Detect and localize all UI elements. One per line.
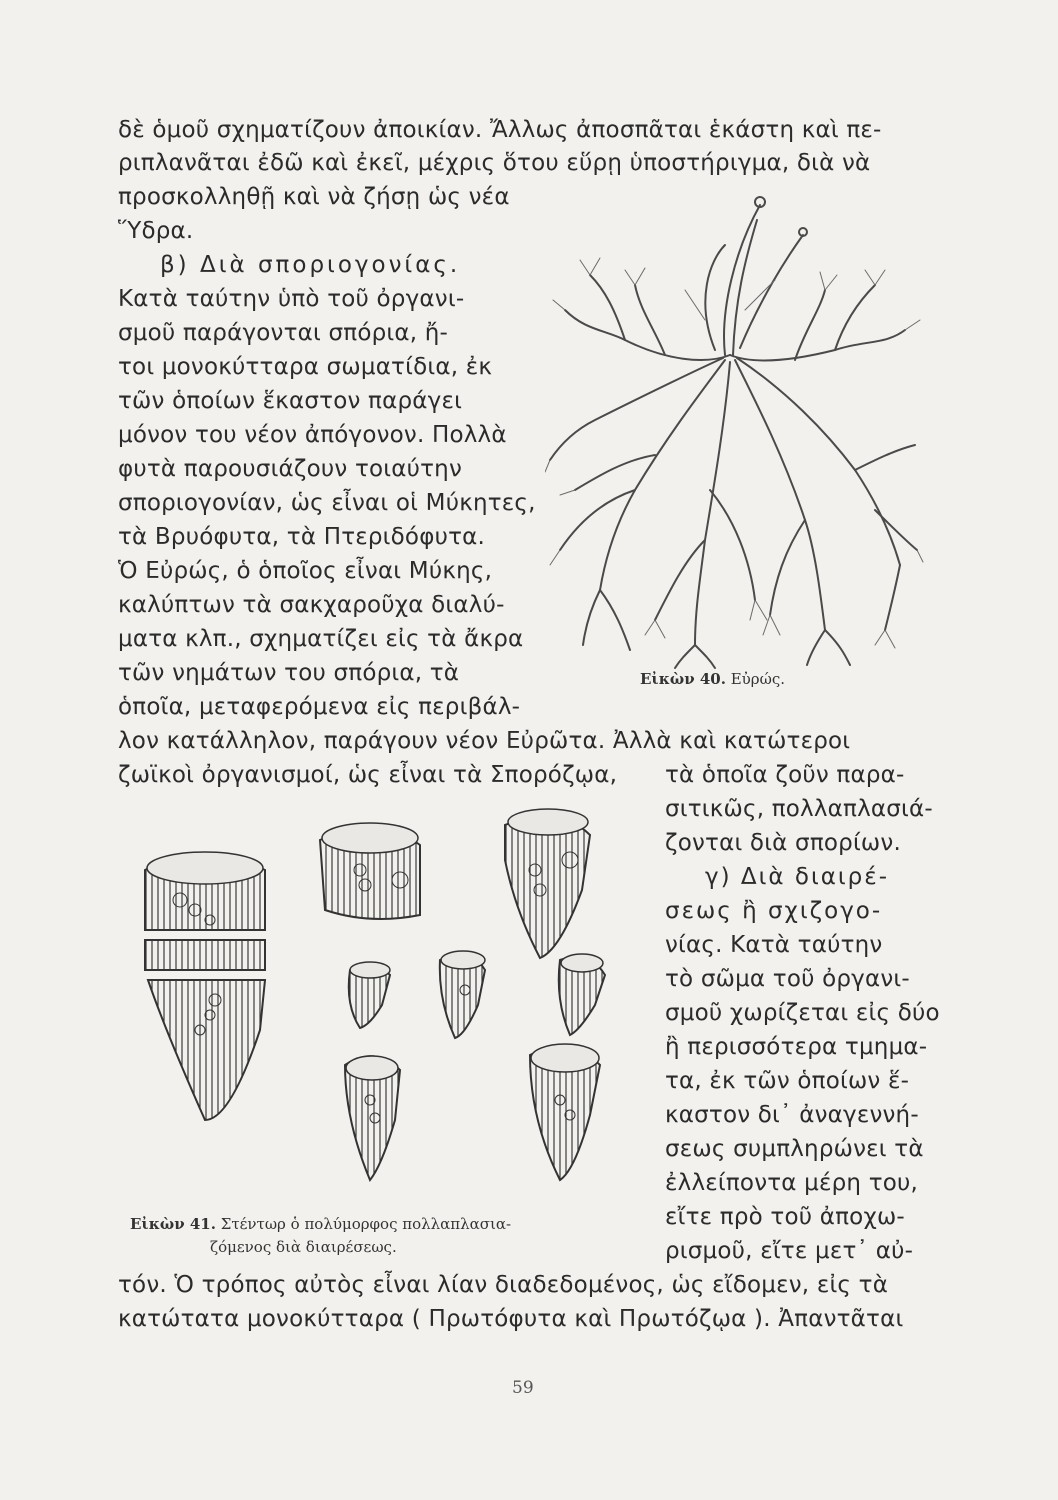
text-line: Ὕδρα. — [118, 218, 194, 244]
text-line: ριπλανᾶται ἐδῶ καὶ ἐκεῖ, μέχρις ὅτου εὕρῃ ὑποστήριγμα, διὰ νὰ — [118, 150, 871, 176]
text-line: ἐλλείποντα μέρη του, — [665, 1170, 919, 1196]
text-line: τα, ἐκ τῶν ὁποίων ἕ- — [665, 1068, 910, 1094]
figure-40-caption — [640, 670, 785, 688]
text-line: καστον δι᾿ ἀναγεννή- — [665, 1102, 919, 1128]
figure-40-text: Εὐρώς. — [730, 670, 786, 688]
text-line: Κατὰ ταύτην ὑπὸ τοῦ ὀργανι- — [118, 286, 465, 312]
figure-41-caption — [130, 1215, 511, 1233]
text-line: καλύπτων τὰ σακχαροῦχα διαλύ- — [118, 592, 505, 618]
stentor-illustration — [120, 800, 640, 1200]
page-number: 59 — [512, 1378, 534, 1398]
figure-41-text-2: ζόμενος διὰ διαιρέσεως. — [210, 1238, 397, 1256]
text-line: ἢ περισσότερα τμημα- — [665, 1034, 928, 1060]
text-line: σμοῦ χωρίζεται εἰς δύο — [665, 1000, 940, 1026]
text-line: τῶν ὁποίων ἕκαστον παράγει — [118, 388, 463, 414]
text-line: εἴτε πρὸ τοῦ ἀποχω- — [665, 1204, 905, 1230]
text-line: ὁποῖα, μεταφερόμενα εἰς περιβάλ- — [118, 694, 521, 720]
text-line: σεως ἢ σχιζογο- — [665, 898, 883, 924]
text-line: φυτὰ παρουσιάζουν τοιαύτην — [118, 456, 463, 482]
figure-40-label: Εἰκὼν 40. — [640, 670, 726, 688]
figure-41-text-1: Στέντωρ ὁ πολύμορφος πολλαπλασια- — [220, 1215, 512, 1233]
section-heading-c: γ) Διὰ διαιρέ- — [705, 864, 890, 890]
section-heading-b: β) Διὰ σποριογονίας. — [160, 252, 461, 278]
text-line: τὰ ὁποῖα ζοῦν παρα- — [665, 762, 905, 788]
text-line: ζονται διὰ σπορίων. — [665, 830, 901, 856]
text-line: σποριογονίαν, ὡς εἶναι οἱ Μύκητες, — [118, 490, 536, 516]
text-line: ρισμοῦ, εἴτε μετ᾿ αὐ- — [665, 1238, 914, 1264]
figure-41-label: Εἰκὼν 41. — [130, 1215, 216, 1233]
text-line: προσκολληθῇ καὶ νὰ ζήσῃ ὡς νέα — [118, 184, 510, 210]
text-line: ματα κλπ., σχηματίζει εἰς τὰ ἄκρα — [118, 626, 524, 652]
text-line: τῶν νημάτων του σπόρια, τὰ — [118, 660, 460, 686]
text-line: σεως συμπληρώνει τὰ — [665, 1136, 924, 1162]
figure-41-caption-cont — [210, 1238, 397, 1256]
text-line: σιτικῶς, πολλαπλασιά- — [665, 796, 933, 822]
text-line: τόν. Ὁ τρόπος αὐτὸς εἶναι λίαν διαδεδομένος, ὡς εἴδομεν, εἰς τὰ — [118, 1272, 889, 1298]
text-line: μόνον του νέον ἀπόγονον. Πολλὰ — [118, 422, 507, 448]
text-line: τοι μονοκύτταρα σωματίδια, ἐκ — [118, 354, 493, 380]
mold-illustration — [545, 190, 925, 670]
text-line: Ὁ Εὐρώς, ὁ ὁποῖος εἶναι Μύκης, — [118, 558, 493, 584]
text-line: νίας. Κατὰ ταύτην — [665, 932, 883, 958]
text-line: τὸ σῶμα τοῦ ὀργανι- — [665, 966, 910, 992]
text-line: κατώτατα μονοκύτταρα ( Πρωτόφυτα καὶ Πρωτόζῳα ). Ἀπαντᾶται — [118, 1306, 904, 1332]
text-line: λον κατάλληλον, παράγουν νέον Εὐρῶτα. Ἀλλὰ καὶ κατώτεροι — [118, 728, 851, 754]
text-line: ζωϊκοὶ ὀργανισμοί, ὡς εἶναι τὰ Σπορόζῳα, — [118, 762, 618, 788]
text-line: σμοῦ παράγονται σπόρια, ἤ- — [118, 320, 449, 346]
text-line: τὰ Βρυόφυτα, τὰ Πτεριδόφυτα. — [118, 524, 486, 550]
text-line: δὲ ὁμοῦ σχηματίζουν ἀποικίαν. Ἄλλως ἀποσπᾶται ἑκάστη καὶ πε- — [118, 117, 882, 143]
